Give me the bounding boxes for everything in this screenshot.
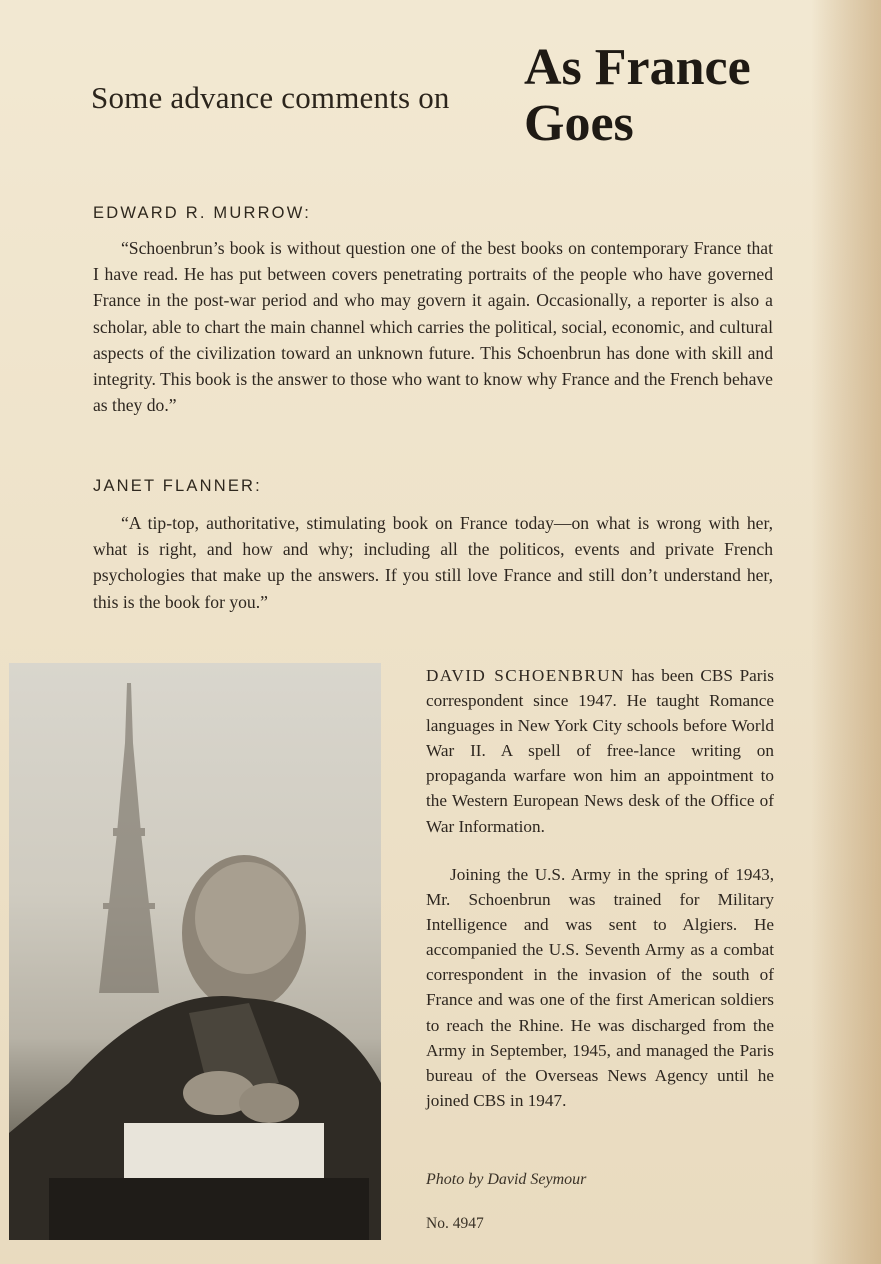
quote-murrow: “Schoenbrun’s book is without question one of the best books on contemporary France that I have read. He has put between covers penetrating portraits of the people who have governed France in the post-war period and who may govern it again. Occasionally, a reporter is also a scholar, able to chart the main channel which carries the political, social, economic, and cultural aspects of the civilization toward an unknown future. This Schoenbrun has done with skill and integrity. This book is the answer to those who want to know why France and the French behave as they do.” xyxy=(93,238,773,416)
bio-paragraph-2: Joining the U.S. Army in the spring of 1943, Mr. Schoenbrun was trained for Military Intelligence and was sent to Algiers. He accompanied the U.S. Seventh Army as a combat correspondent in the invasion of the south of France and was one of the first American soldiers to reach the Rhine. He was discharged from the Army in September, 1945, and managed the Paris bureau of the Overseas News Agency until he joined CBS in 1947. xyxy=(426,865,774,1110)
book-title-line-2: Goes xyxy=(524,95,634,152)
book-title xyxy=(524,40,824,152)
header-intro: Some advance comments on xyxy=(91,80,450,115)
book-title-line-1: As France xyxy=(524,39,751,96)
eiffel-tower-silhouette xyxy=(99,683,159,993)
photo-credit: Photo by David Seymour xyxy=(426,1171,587,1188)
page-edge-shadow xyxy=(811,0,881,1264)
author-photo xyxy=(9,663,381,1240)
bio-paragraph-1-text: has been CBS Paris correspondent since 1947. He taught Romance languages in New York City schools before World War II. A spell of free-lance writing on propaganda warfare won him an appointment to the Western European News desk of the Office of War Information. xyxy=(426,666,774,836)
bio-author-name: DAVID SCHOENBRUN xyxy=(426,666,625,685)
book-number: No. 4947 xyxy=(426,1215,484,1232)
speaker-flanner: JANET FLANNER: xyxy=(93,477,262,495)
bio-paragraph-1 xyxy=(426,663,774,839)
speaker-murrow: EDWARD R. MURROW: xyxy=(93,204,311,222)
quote-flanner: “A tip-top, authoritative, stimulating book on France today—on what is wrong with her, what is right, and how and why; including all the politicos, events and private French psychologies that make up the answers. If you still love France and still don’t understand her, this is the book for you.” xyxy=(93,513,773,612)
author-photo-illustration xyxy=(9,663,381,1240)
